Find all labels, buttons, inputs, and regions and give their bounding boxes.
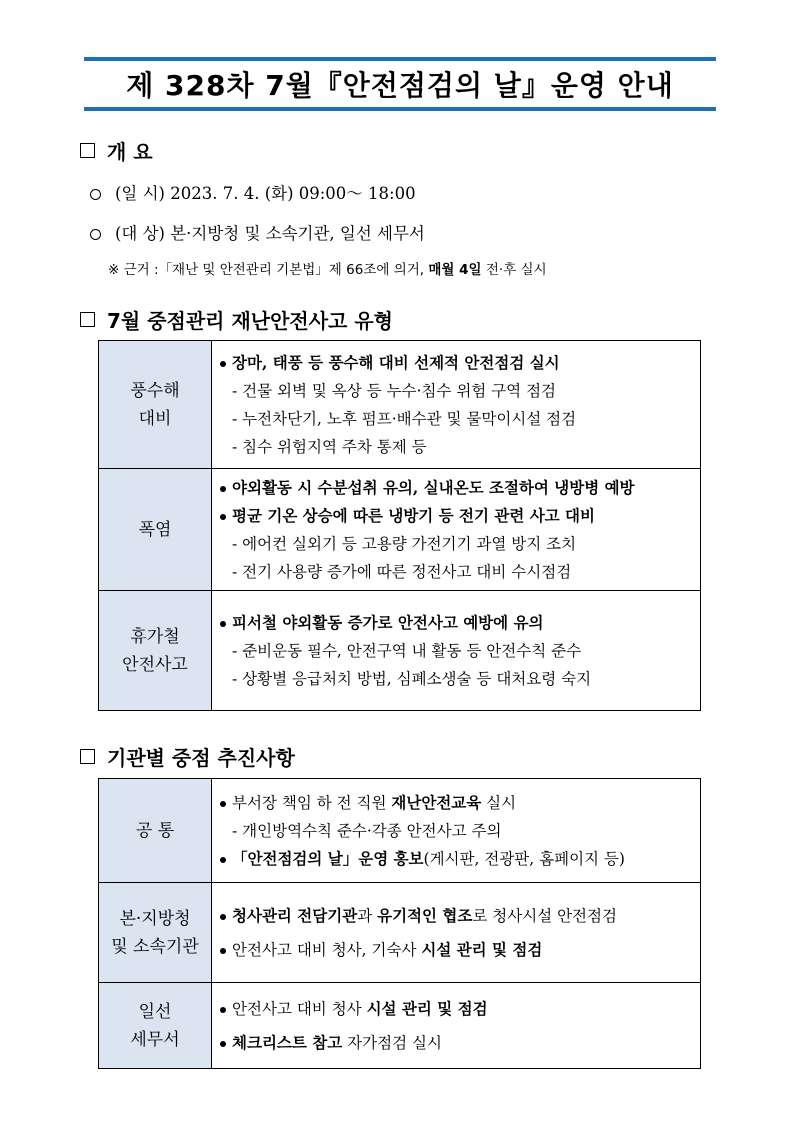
list-item: 체크리스트 참고 자가점검 실시 (220, 1029, 700, 1057)
list-item: - 전기 사용량 증가에 따른 정전사고 대비 수시점검 (232, 562, 572, 581)
disaster-types-table (98, 340, 701, 711)
circle-bullet-icon (90, 189, 101, 200)
bullet-dot-icon (220, 621, 226, 627)
bullet-dot-icon (220, 1041, 226, 1047)
schedule-line (90, 180, 416, 204)
bullet-dot-icon (220, 801, 226, 807)
target-text: (대 상) 본·지방청 및 소속기관, 일선 세무서 (115, 224, 425, 243)
table-row (99, 469, 701, 591)
page-title: 제 328차 7월『안전점검의 날』운영 안내 (126, 69, 674, 102)
legal-basis-note: ※ 근거 :「재난 및 안전관리 기본법」제 66조에 의거, 매월 4일 전·후 실시 (108, 262, 547, 278)
section-agency-actions-heading (80, 742, 295, 771)
list-item: 「안전점검의 날」운영 홍보(게시판, 전광판, 홈페이지 등) (220, 845, 700, 873)
list-item: - 건물 외벽 및 옥상 등 누수·침수 위험 구역 점검 (232, 381, 557, 400)
bullet-dot-icon (220, 514, 226, 520)
list-item: 피서철 야외활동 증가로 안전사고 예방에 유의 (220, 609, 700, 637)
target-line (90, 220, 425, 244)
list-item: 평균 기온 상승에 따른 냉방기 등 전기 관련 사고 대비 (220, 502, 700, 530)
row-content (212, 341, 701, 469)
table-row (99, 591, 701, 711)
list-item: - 침수 위험지역 주차 통제 등 (232, 437, 427, 456)
section-heading-text: 기관별 중점 추진사항 (107, 746, 295, 770)
row-content (212, 983, 701, 1069)
row-content (212, 469, 701, 591)
list-item: 야외활동 시 수분섭취 유의, 실내온도 조절하여 냉방병 예방 (220, 474, 700, 502)
title-banner (84, 57, 716, 111)
section-heading-text: 7월 중점관리 재난안전사고 유형 (107, 309, 393, 333)
list-item: - 누전차단기, 노후 펌프·배수관 및 물막이시설 점검 (232, 409, 577, 428)
list-item: 안전사고 대비 청사 시설 관리 및 점검 (220, 995, 700, 1023)
list-item: - 에어컨 실외기 등 고용량 가전기기 과열 방지 조치 (232, 534, 577, 553)
bullet-dot-icon (220, 1007, 226, 1013)
table-row (99, 983, 701, 1069)
list-item: - 준비운동 필수, 안전구역 내 활동 등 안전수칙 준수 (232, 641, 582, 660)
row-label: 휴가철 안전사고 (99, 591, 212, 711)
checkbox-square-icon (80, 143, 95, 158)
bullet-dot-icon (220, 914, 226, 920)
table-row (99, 883, 701, 983)
bullet-dot-icon (220, 948, 226, 954)
section-heading-text: 개 요 (107, 140, 153, 164)
row-label: 풍수해 대비 (99, 341, 212, 469)
circle-bullet-icon (90, 229, 101, 240)
bullet-dot-icon (220, 857, 226, 863)
row-label: 일선 세무서 (99, 983, 212, 1069)
checkbox-square-icon (80, 749, 95, 764)
list-item: 부서장 책임 하 전 직원 재난안전교육 실시 (220, 789, 700, 817)
row-label: 본·지방청 및 소속기관 (99, 883, 212, 983)
checkbox-square-icon (80, 312, 95, 327)
row-content (212, 591, 701, 711)
list-item: 장마, 태풍 등 풍수해 대비 선제적 안전점검 실시 (220, 349, 700, 377)
row-label: 공 통 (99, 779, 212, 883)
table-row (99, 779, 701, 883)
row-label: 폭염 (99, 469, 212, 591)
schedule-text: (일 시) 2023. 7. 4. (화) 09:00～ 18:00 (115, 184, 416, 203)
row-content (212, 779, 701, 883)
bullet-dot-icon (220, 486, 226, 492)
agency-actions-table (98, 778, 701, 1069)
row-content (212, 883, 701, 983)
bullet-dot-icon (220, 361, 226, 367)
table-row (99, 341, 701, 469)
section-disaster-types-heading (80, 305, 393, 334)
list-item: 안전사고 대비 청사, 기숙사 시설 관리 및 점검 (220, 936, 700, 964)
section-overview-heading (80, 136, 153, 165)
list-item: 청사관리 전담기관과 유기적인 협조로 청사시설 안전점검 (220, 902, 700, 930)
list-item: - 개인방역수칙 준수·각종 안전사고 주의 (232, 821, 502, 840)
list-item: - 상황별 응급처치 방법, 심폐소생술 등 대처요령 숙지 (232, 669, 592, 688)
